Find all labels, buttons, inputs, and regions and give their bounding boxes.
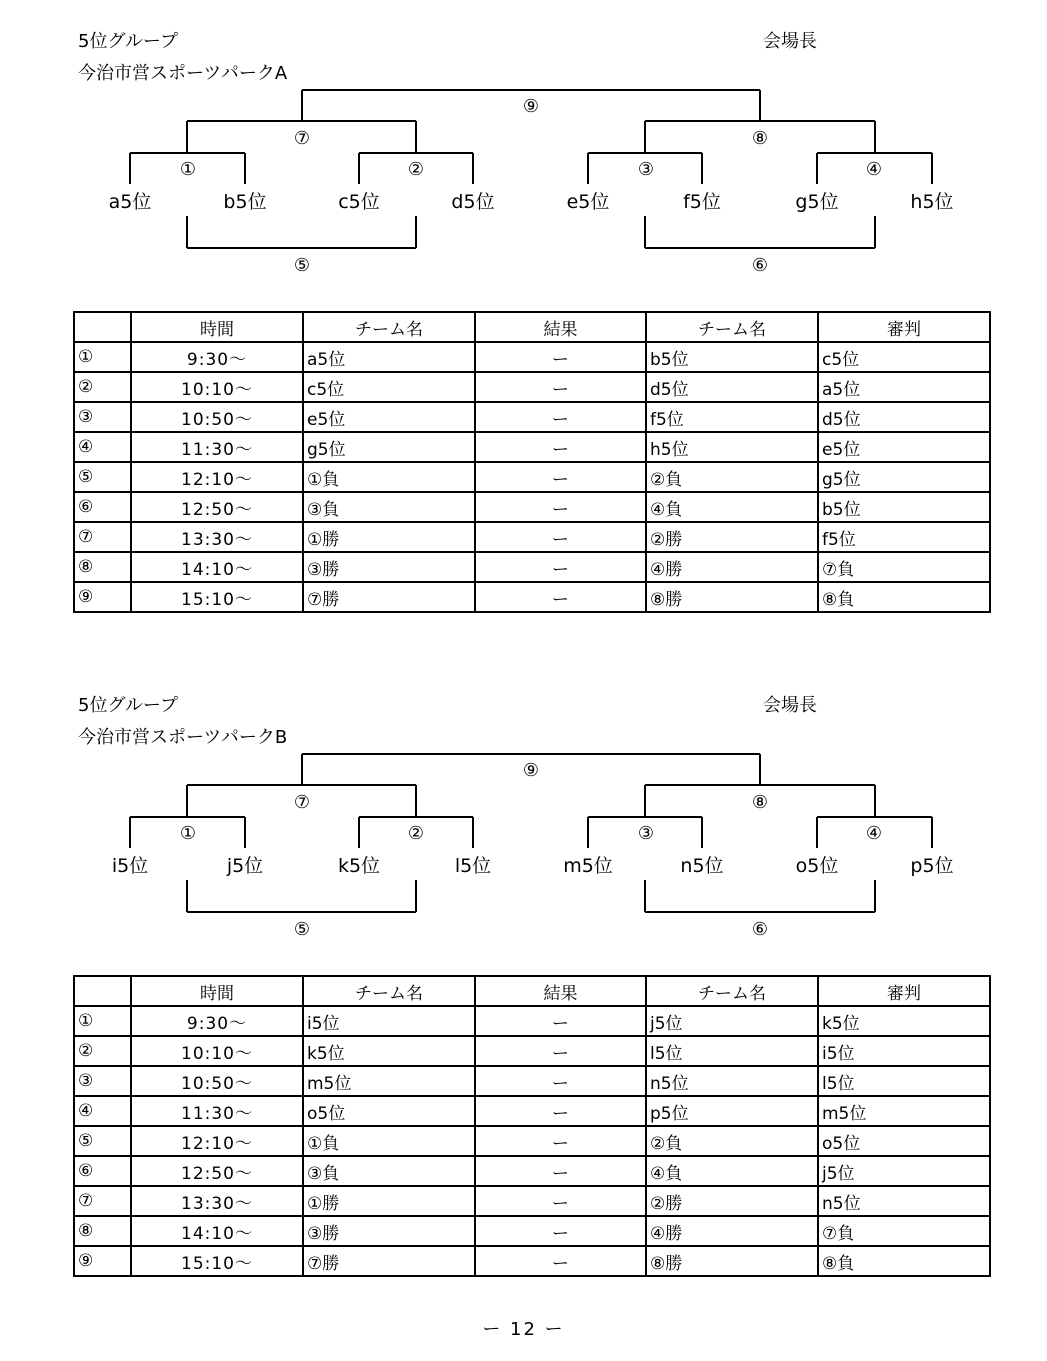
match-label: ⑦	[293, 792, 311, 813]
result: ー	[475, 1066, 646, 1096]
referee: i5位	[818, 1036, 990, 1066]
match-number: ④	[74, 432, 131, 462]
match-time: 14:10～	[131, 552, 303, 582]
header-team: チーム名	[646, 312, 818, 342]
match-time: 13:30～	[131, 522, 303, 552]
header-time: 時間	[131, 976, 303, 1006]
team2: ⑧勝	[646, 582, 818, 612]
venue-manager-label: 会場長	[763, 31, 817, 52]
team2: ④負	[646, 492, 818, 522]
referee: j5位	[818, 1156, 990, 1186]
schedule-table	[73, 311, 991, 613]
match-time: 10:10～	[131, 372, 303, 402]
match-number: ⑨	[74, 1246, 131, 1276]
referee: n5位	[818, 1186, 990, 1216]
team-label: o5位	[795, 855, 839, 877]
result: ー	[475, 1006, 646, 1036]
team1: ①負	[303, 1126, 475, 1156]
page-number: ー 12 ー	[482, 1319, 565, 1340]
team1: ③勝	[303, 1216, 475, 1246]
match-label: ⑨	[522, 96, 540, 117]
match-number: ⑤	[74, 462, 131, 492]
table-row	[74, 432, 990, 462]
team1: ⑦勝	[303, 582, 475, 612]
group-title: 5位グループ	[78, 695, 179, 716]
team1: g5位	[303, 432, 475, 462]
team2: ④勝	[646, 1216, 818, 1246]
referee: e5位	[818, 432, 990, 462]
match-time: 15:10～	[131, 1246, 303, 1276]
team2: j5位	[646, 1006, 818, 1036]
match-time: 12:10～	[131, 1126, 303, 1156]
match-number: ⑥	[74, 492, 131, 522]
result: ー	[475, 342, 646, 372]
team-label: a5位	[108, 191, 152, 213]
team2: l5位	[646, 1036, 818, 1066]
table-row	[74, 342, 990, 372]
team-label: g5位	[795, 191, 839, 213]
match-number: ①	[74, 342, 131, 372]
team1: ⑦勝	[303, 1246, 475, 1276]
result: ー	[475, 1096, 646, 1126]
match-number: ②	[74, 372, 131, 402]
header-result: 結果	[475, 312, 646, 342]
schedule-table	[73, 975, 991, 1277]
match-time: 10:50～	[131, 1066, 303, 1096]
table-row	[74, 1096, 990, 1126]
tournament-bracket	[0, 664, 1047, 964]
match-time: 11:30～	[131, 432, 303, 462]
match-label: ⑥	[751, 919, 769, 940]
result: ー	[475, 582, 646, 612]
table-row	[74, 1006, 990, 1036]
team1: ①負	[303, 462, 475, 492]
table-row	[74, 492, 990, 522]
team1: m5位	[303, 1066, 475, 1096]
team1: e5位	[303, 402, 475, 432]
match-number: ⑨	[74, 582, 131, 612]
team2: h5位	[646, 432, 818, 462]
team2: n5位	[646, 1066, 818, 1096]
team-label: b5位	[223, 191, 267, 213]
match-label: ⑥	[751, 255, 769, 276]
team-label: k5位	[337, 855, 381, 877]
header-team: チーム名	[303, 312, 475, 342]
result: ー	[475, 372, 646, 402]
team2: ⑧勝	[646, 1246, 818, 1276]
referee: ⑧負	[818, 1246, 990, 1276]
match-label: ③	[637, 823, 655, 844]
referee: c5位	[818, 342, 990, 372]
team1: a5位	[303, 342, 475, 372]
match-label: ⑨	[522, 760, 540, 781]
table-row	[74, 1186, 990, 1216]
team2: ②勝	[646, 522, 818, 552]
result: ー	[475, 1186, 646, 1216]
match-time: 11:30～	[131, 1096, 303, 1126]
team-label: c5位	[338, 191, 380, 213]
team2: ④勝	[646, 552, 818, 582]
match-time: 12:50～	[131, 1156, 303, 1186]
team1: i5位	[303, 1006, 475, 1036]
team1: k5位	[303, 1036, 475, 1066]
match-time: 10:10～	[131, 1036, 303, 1066]
referee: b5位	[818, 492, 990, 522]
table-header-row	[74, 976, 990, 1006]
team1: ①勝	[303, 1186, 475, 1216]
table-row	[74, 1036, 990, 1066]
match-label: ①	[179, 823, 197, 844]
header-time: 時間	[131, 312, 303, 342]
result: ー	[475, 522, 646, 552]
match-number: ④	[74, 1096, 131, 1126]
header-referee: 審判	[818, 976, 990, 1006]
header-cell	[74, 312, 131, 342]
team2: ②勝	[646, 1186, 818, 1216]
referee: m5位	[818, 1096, 990, 1126]
result: ー	[475, 552, 646, 582]
match-time: 12:50～	[131, 492, 303, 522]
result: ー	[475, 1036, 646, 1066]
result: ー	[475, 432, 646, 462]
team1: ③負	[303, 1156, 475, 1186]
team-label: m5位	[563, 855, 613, 877]
team2: f5位	[646, 402, 818, 432]
match-number: ⑧	[74, 552, 131, 582]
referee: ⑦負	[818, 552, 990, 582]
team2: d5位	[646, 372, 818, 402]
team1: ③勝	[303, 552, 475, 582]
match-label: ③	[637, 159, 655, 180]
team-label: n5位	[680, 855, 724, 877]
team-label: l5位	[454, 855, 492, 877]
referee: ⑦負	[818, 1216, 990, 1246]
match-number: ⑦	[74, 1186, 131, 1216]
team-label: f5位	[683, 191, 721, 213]
table-row	[74, 522, 990, 552]
team-labels	[112, 855, 954, 877]
team-label: d5位	[451, 191, 495, 213]
referee: o5位	[818, 1126, 990, 1156]
team2: ④負	[646, 1156, 818, 1186]
match-time: 10:50～	[131, 402, 303, 432]
referee: ⑧負	[818, 582, 990, 612]
header-referee: 審判	[818, 312, 990, 342]
match-time: 12:10～	[131, 462, 303, 492]
match-number: ⑥	[74, 1156, 131, 1186]
table-row	[74, 1156, 990, 1186]
team-label: e5位	[566, 191, 610, 213]
result: ー	[475, 492, 646, 522]
team1: ①勝	[303, 522, 475, 552]
match-time: 15:10～	[131, 582, 303, 612]
team2: ②負	[646, 462, 818, 492]
team1: o5位	[303, 1096, 475, 1126]
team2: ②負	[646, 1126, 818, 1156]
table-row	[74, 552, 990, 582]
table-row	[74, 462, 990, 492]
result: ー	[475, 1156, 646, 1186]
referee: a5位	[818, 372, 990, 402]
referee: l5位	[818, 1066, 990, 1096]
team1: ③負	[303, 492, 475, 522]
header-cell	[74, 976, 131, 1006]
result: ー	[475, 462, 646, 492]
table-row	[74, 1216, 990, 1246]
match-number: ①	[74, 1006, 131, 1036]
match-number: ②	[74, 1036, 131, 1066]
match-time: 14:10～	[131, 1216, 303, 1246]
team-label: h5位	[910, 191, 954, 213]
match-number: ⑤	[74, 1126, 131, 1156]
table-row	[74, 1246, 990, 1276]
header-result: 結果	[475, 976, 646, 1006]
team-labels	[109, 191, 954, 213]
tournament-bracket	[0, 0, 1047, 300]
team-label: p5位	[910, 855, 954, 877]
match-label: ④	[865, 159, 883, 180]
match-label: ②	[407, 823, 425, 844]
table-row	[74, 402, 990, 432]
referee: f5位	[818, 522, 990, 552]
referee: g5位	[818, 462, 990, 492]
group-title: 5位グループ	[78, 31, 179, 52]
table-header-row	[74, 312, 990, 342]
result: ー	[475, 402, 646, 432]
team-label: i5位	[111, 855, 149, 877]
team1: c5位	[303, 372, 475, 402]
match-number: ⑧	[74, 1216, 131, 1246]
team2: p5位	[646, 1096, 818, 1126]
referee: k5位	[818, 1006, 990, 1036]
team2: b5位	[646, 342, 818, 372]
header-team: チーム名	[646, 976, 818, 1006]
match-label: ⑤	[293, 919, 311, 940]
result: ー	[475, 1126, 646, 1156]
referee: d5位	[818, 402, 990, 432]
match-label: ⑧	[751, 128, 769, 149]
match-number: ⑦	[74, 522, 131, 552]
match-time: 9:30～	[131, 342, 303, 372]
venue-name: 今治市営スポーツパークA	[78, 63, 288, 84]
match-label: ①	[179, 159, 197, 180]
match-label: ⑧	[751, 792, 769, 813]
venue-name: 今治市営スポーツパークB	[78, 727, 288, 748]
match-time: 13:30～	[131, 1186, 303, 1216]
table-row	[74, 372, 990, 402]
match-label: ⑦	[293, 128, 311, 149]
table-row	[74, 1066, 990, 1096]
result: ー	[475, 1246, 646, 1276]
team-label: j5位	[226, 855, 264, 877]
match-label: ⑤	[293, 255, 311, 276]
match-number: ③	[74, 402, 131, 432]
table-row	[74, 1126, 990, 1156]
table-row	[74, 582, 990, 612]
match-label: ②	[407, 159, 425, 180]
result: ー	[475, 1216, 646, 1246]
header-team: チーム名	[303, 976, 475, 1006]
venue-manager-label: 会場長	[763, 695, 817, 716]
match-time: 9:30～	[131, 1006, 303, 1036]
match-number: ③	[74, 1066, 131, 1096]
match-label: ④	[865, 823, 883, 844]
